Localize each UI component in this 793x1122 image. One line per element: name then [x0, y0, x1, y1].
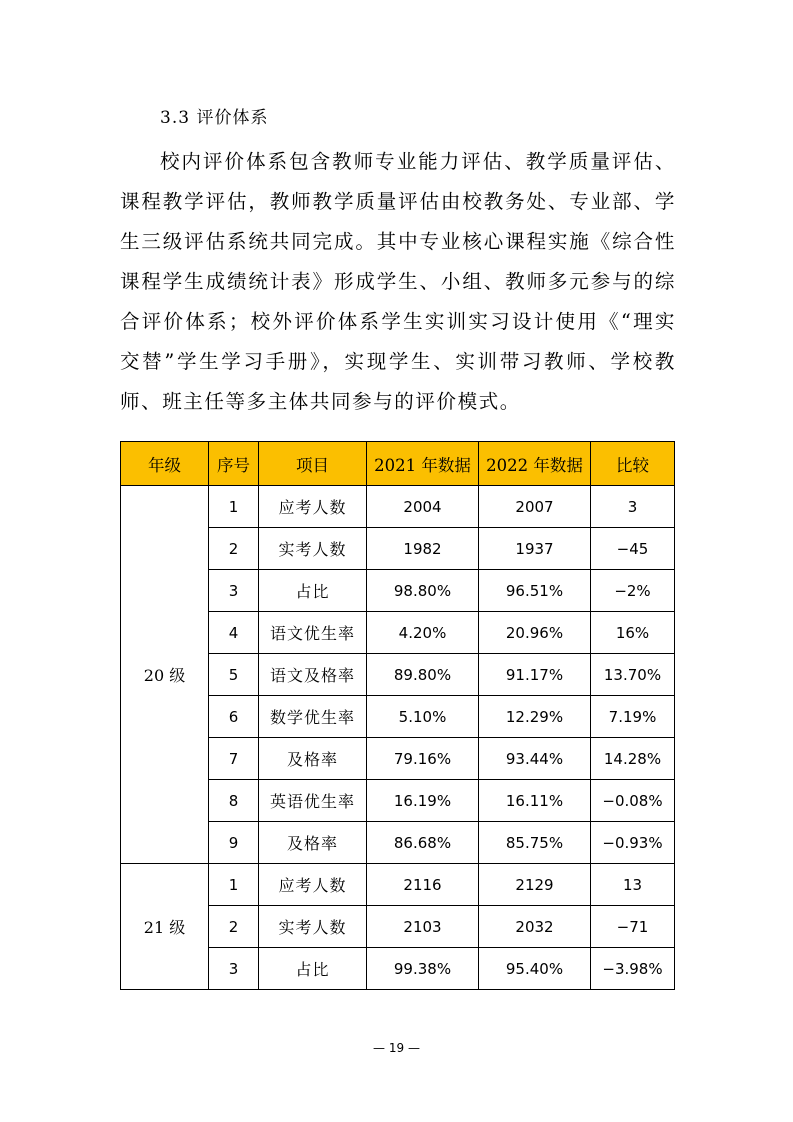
value-2021-cell: 99.38%	[367, 948, 479, 990]
index-cell: 7	[209, 738, 259, 780]
compare-cell: 14.28%	[591, 738, 675, 780]
grade-cell: 21 级	[121, 864, 209, 990]
index-cell: 5	[209, 654, 259, 696]
value-2022-cell: 2129	[479, 864, 591, 906]
value-2021-cell: 89.80%	[367, 654, 479, 696]
value-2022-cell: 91.17%	[479, 654, 591, 696]
body-paragraph: 校内评价体系包含教师专业能力评估、教学质量评估、课程教学评估，教师教学质量评估由校教务处、专业部、学生三级评估系统共同完成。其中专业核心课程实施《综合性课程学生成绩统计表》形成学生、小组、教师多元参与的综合评价体系；校外评价体系学生实训实习设计使用《“理实交替”学生学习手册》，实现学生、实训带习教师、学校教师、班主任等多主体共同参与的评价模式。	[120, 150, 676, 413]
item-cell: 应考人数	[259, 864, 367, 906]
value-2022-cell: 85.75%	[479, 822, 591, 864]
item-cell: 语文优生率	[259, 612, 367, 654]
index-cell: 2	[209, 528, 259, 570]
header-index: 序号	[209, 442, 259, 486]
value-2022-cell: 1937	[479, 528, 591, 570]
value-2021-cell: 1982	[367, 528, 479, 570]
index-cell: 6	[209, 696, 259, 738]
value-2021-cell: 79.16%	[367, 738, 479, 780]
compare-cell: 7.19%	[591, 696, 675, 738]
index-cell: 3	[209, 948, 259, 990]
value-2021-cell: 98.80%	[367, 570, 479, 612]
compare-cell: 13	[591, 864, 675, 906]
index-cell: 4	[209, 612, 259, 654]
header-grade: 年级	[121, 442, 209, 486]
compare-cell: 3	[591, 486, 675, 528]
compare-cell: −0.08%	[591, 780, 675, 822]
item-cell: 数学优生率	[259, 696, 367, 738]
value-2021-cell: 16.19%	[367, 780, 479, 822]
value-2022-cell: 12.29%	[479, 696, 591, 738]
item-cell: 占比	[259, 570, 367, 612]
table-header-row	[121, 442, 675, 486]
index-cell: 2	[209, 906, 259, 948]
compare-cell: −2%	[591, 570, 675, 612]
item-cell: 应考人数	[259, 486, 367, 528]
value-2021-cell: 86.68%	[367, 822, 479, 864]
value-2021-cell: 2103	[367, 906, 479, 948]
header-2022: 2022 年数据	[479, 442, 591, 486]
item-cell: 实考人数	[259, 528, 367, 570]
value-2022-cell: 96.51%	[479, 570, 591, 612]
item-cell: 实考人数	[259, 906, 367, 948]
compare-cell: −0.93%	[591, 822, 675, 864]
compare-cell: 13.70%	[591, 654, 675, 696]
index-cell: 8	[209, 780, 259, 822]
section-heading: 3.3 评价体系	[160, 108, 269, 128]
item-cell: 占比	[259, 948, 367, 990]
value-2021-cell: 2116	[367, 864, 479, 906]
item-cell: 及格率	[259, 822, 367, 864]
page-number: — 19 —	[373, 1041, 420, 1055]
header-compare: 比较	[591, 442, 675, 486]
grade-cell: 20 级	[121, 486, 209, 864]
value-2021-cell: 4.20%	[367, 612, 479, 654]
header-2021: 2021 年数据	[367, 442, 479, 486]
evaluation-data-table	[120, 441, 675, 990]
item-cell: 语文及格率	[259, 654, 367, 696]
value-2022-cell: 93.44%	[479, 738, 591, 780]
table-row	[121, 486, 675, 528]
value-2022-cell: 95.40%	[479, 948, 591, 990]
index-cell: 1	[209, 864, 259, 906]
compare-cell: −3.98%	[591, 948, 675, 990]
compare-cell: 16%	[591, 612, 675, 654]
index-cell: 3	[209, 570, 259, 612]
compare-cell: −71	[591, 906, 675, 948]
value-2021-cell: 5.10%	[367, 696, 479, 738]
value-2022-cell: 2032	[479, 906, 591, 948]
header-item: 项目	[259, 442, 367, 486]
table-row	[121, 864, 675, 906]
index-cell: 9	[209, 822, 259, 864]
index-cell: 1	[209, 486, 259, 528]
compare-cell: −45	[591, 528, 675, 570]
item-cell: 及格率	[259, 738, 367, 780]
item-cell: 英语优生率	[259, 780, 367, 822]
value-2022-cell: 2007	[479, 486, 591, 528]
value-2022-cell: 20.96%	[479, 612, 591, 654]
value-2022-cell: 16.11%	[479, 780, 591, 822]
value-2021-cell: 2004	[367, 486, 479, 528]
